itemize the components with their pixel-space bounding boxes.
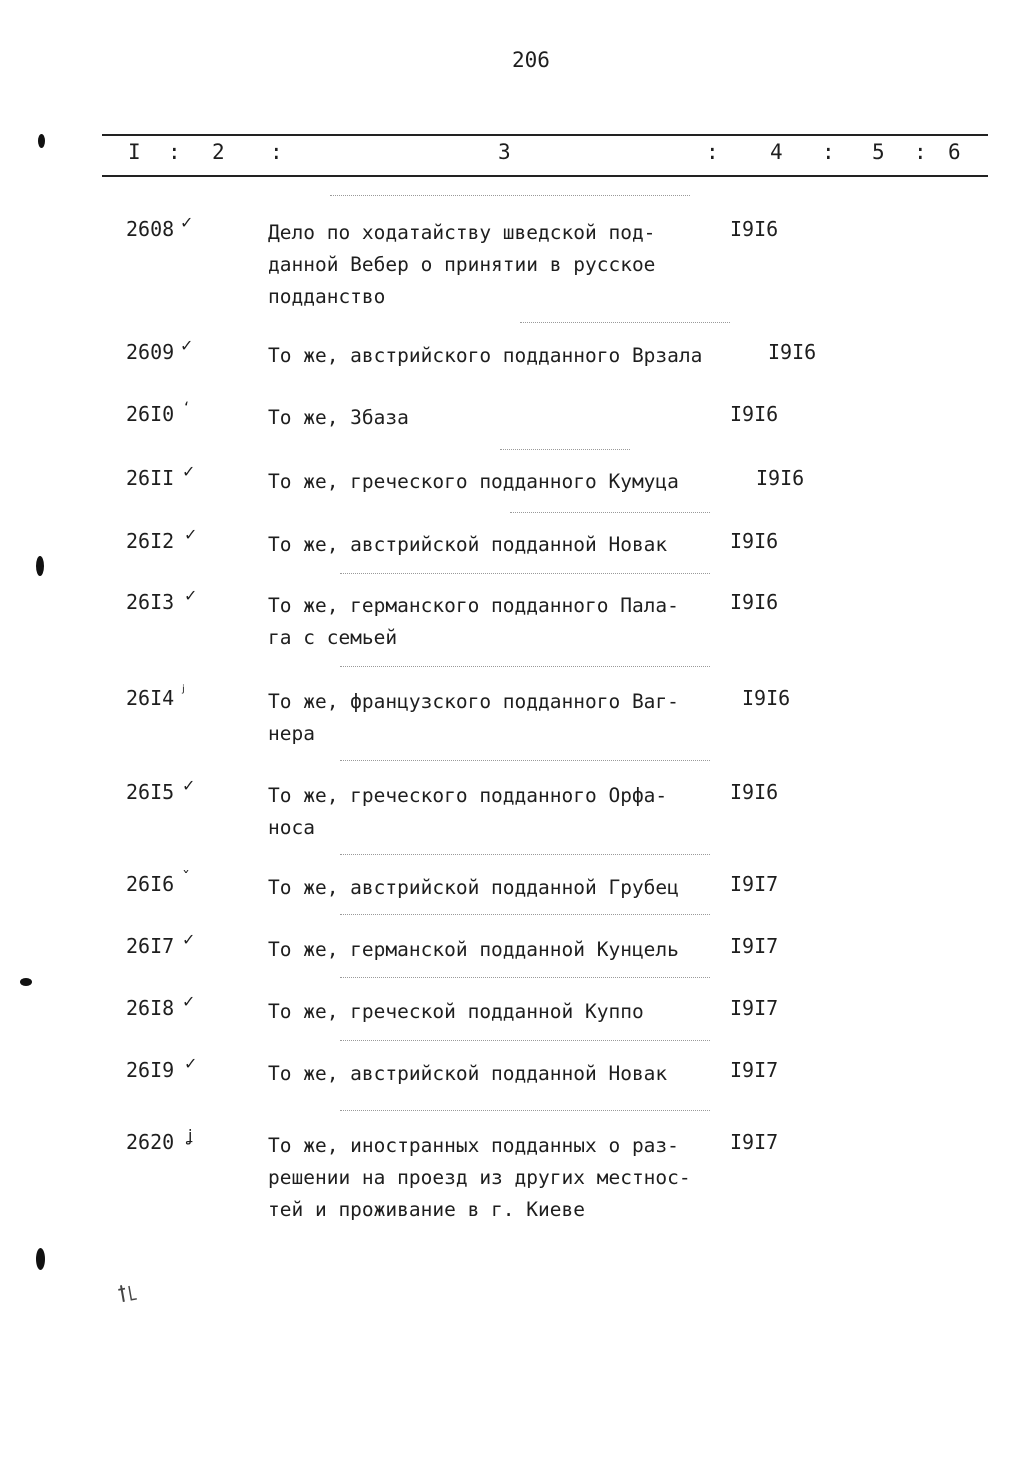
- description-line: То же, австрийской подданной Новак: [268, 533, 668, 556]
- checkmark-icon: ʲ: [182, 682, 185, 701]
- entry-year: I9I6: [730, 529, 779, 553]
- header-rule-bottom: [102, 175, 988, 177]
- description-line: га с семьей: [268, 626, 398, 649]
- entry-description: [268, 590, 748, 654]
- entry-year: I9I6: [768, 340, 817, 364]
- scan-speck: [38, 134, 45, 148]
- description-line: То же, австрийской подданной Новак: [268, 1062, 668, 1085]
- entry-description: [268, 872, 748, 904]
- column-header-3: 3: [498, 140, 511, 164]
- entry-number: 26I8: [126, 996, 175, 1020]
- entry-year: I9I7: [730, 996, 779, 1020]
- entry-number: 2609: [126, 340, 175, 364]
- entry-number: 26I3: [126, 590, 175, 614]
- column-header-1: I: [128, 140, 141, 164]
- dotted-separator: [330, 195, 690, 196]
- scan-speck: [36, 1248, 45, 1270]
- column-header-4: 4: [770, 140, 783, 164]
- entry-number: 26I7: [126, 934, 175, 958]
- description-line: То же, германского подданного Пала-: [268, 594, 679, 617]
- checkmark-icon: ˇ: [182, 868, 190, 887]
- entry-number: 2608: [126, 217, 175, 241]
- description-line: То же, греческого подданного Кумуца: [268, 470, 679, 493]
- entry-description: [268, 686, 748, 750]
- entry-number: 2620: [126, 1130, 175, 1154]
- checkmark-icon: ✓: [184, 586, 198, 605]
- column-separator: :: [270, 140, 283, 164]
- entry-year: I9I7: [730, 872, 779, 896]
- checkmark-icon: ✓: [182, 930, 196, 949]
- entry-year: I9I6: [730, 780, 779, 804]
- description-line: Дело по ходатайству шведской под-: [268, 221, 656, 244]
- dotted-separator: [340, 1040, 710, 1041]
- checkmark-icon: ✓: [182, 462, 196, 481]
- dotted-separator: [520, 322, 730, 323]
- entry-description: [268, 1058, 748, 1090]
- description-line: То же, греческого подданного Орфа-: [268, 784, 668, 807]
- entry-description: [268, 340, 748, 372]
- dotted-separator: [340, 1110, 710, 1111]
- column-header-6: 6: [948, 140, 961, 164]
- entry-description: [268, 1130, 748, 1226]
- entry-year: I9I7: [730, 1058, 779, 1082]
- description-line: То же, германской подданной Кунцель: [268, 938, 679, 961]
- dotted-separator: [340, 977, 710, 978]
- dotted-separator: [340, 914, 710, 915]
- column-header-2: 2: [212, 140, 225, 164]
- entry-number: 26I0: [126, 402, 175, 426]
- description-line: подданство: [268, 285, 386, 308]
- entry-year: I9I6: [742, 686, 791, 710]
- entry-description: [268, 529, 748, 561]
- header-rule-top: [102, 134, 988, 136]
- description-line: То же, французского подданного Ваг-: [268, 690, 679, 713]
- entry-year: I9I6: [730, 590, 779, 614]
- description-line: решении на проезд из других местнос-: [268, 1166, 691, 1189]
- scan-speck: [20, 978, 32, 986]
- scan-speck: [36, 556, 44, 576]
- description-line: тей и проживание в г. Киеве: [268, 1198, 585, 1221]
- column-separator: :: [168, 140, 181, 164]
- entry-description: [268, 996, 748, 1028]
- column-separator: :: [706, 140, 719, 164]
- checkmark-icon: ✓: [182, 992, 196, 1011]
- entry-description: [268, 402, 748, 434]
- description-line: То же, иностранных подданных о раз-: [268, 1134, 679, 1157]
- column-header-5: 5: [872, 140, 885, 164]
- entry-description: [268, 466, 748, 498]
- checkmark-icon: ✓: [184, 525, 198, 544]
- checkmark-icon: ‘: [184, 398, 190, 417]
- dotted-separator: [510, 512, 710, 513]
- checkmark-icon: ✓: [180, 213, 194, 232]
- description-line: нера: [268, 722, 315, 745]
- handwritten-mark: ꝉ꜖: [115, 1280, 141, 1309]
- description-line: носа: [268, 816, 315, 839]
- entry-number: 26II: [126, 466, 175, 490]
- description-line: То же, австрийского подданного Врзала: [268, 344, 703, 367]
- entry-year: I9I6: [730, 402, 779, 426]
- entry-description: [268, 217, 748, 313]
- entry-year: I9I7: [730, 934, 779, 958]
- entry-description: [268, 934, 748, 966]
- page-number: 206: [512, 48, 550, 72]
- entry-number: 26I9: [126, 1058, 175, 1082]
- column-header-row: [0, 140, 1024, 170]
- checkmark-icon: ʝ: [188, 1126, 193, 1145]
- column-separator: :: [914, 140, 927, 164]
- description-line: То же, австрийской подданной Грубец: [268, 876, 679, 899]
- checkmark-icon: ✓: [184, 1054, 198, 1073]
- dotted-separator: [500, 449, 630, 450]
- entry-number: 26I2: [126, 529, 175, 553]
- entry-year: I9I6: [730, 217, 779, 241]
- dotted-separator: [340, 666, 710, 667]
- entry-number: 26I5: [126, 780, 175, 804]
- description-line: То же, Збаза: [268, 406, 409, 429]
- column-separator: :: [822, 140, 835, 164]
- entry-year: I9I7: [730, 1130, 779, 1154]
- dotted-separator: [340, 854, 710, 855]
- dotted-separator: [340, 760, 710, 761]
- dotted-separator: [340, 573, 710, 574]
- entry-number: 26I4: [126, 686, 175, 710]
- entry-description: [268, 780, 748, 844]
- entry-year: I9I6: [756, 466, 805, 490]
- checkmark-icon: ✓: [182, 776, 196, 795]
- entry-number: 26I6: [126, 872, 175, 896]
- checkmark-icon: ✓: [180, 336, 194, 355]
- description-line: данной Вебер о принятии в русское: [268, 253, 656, 276]
- description-line: То же, греческой подданной Куппо: [268, 1000, 644, 1023]
